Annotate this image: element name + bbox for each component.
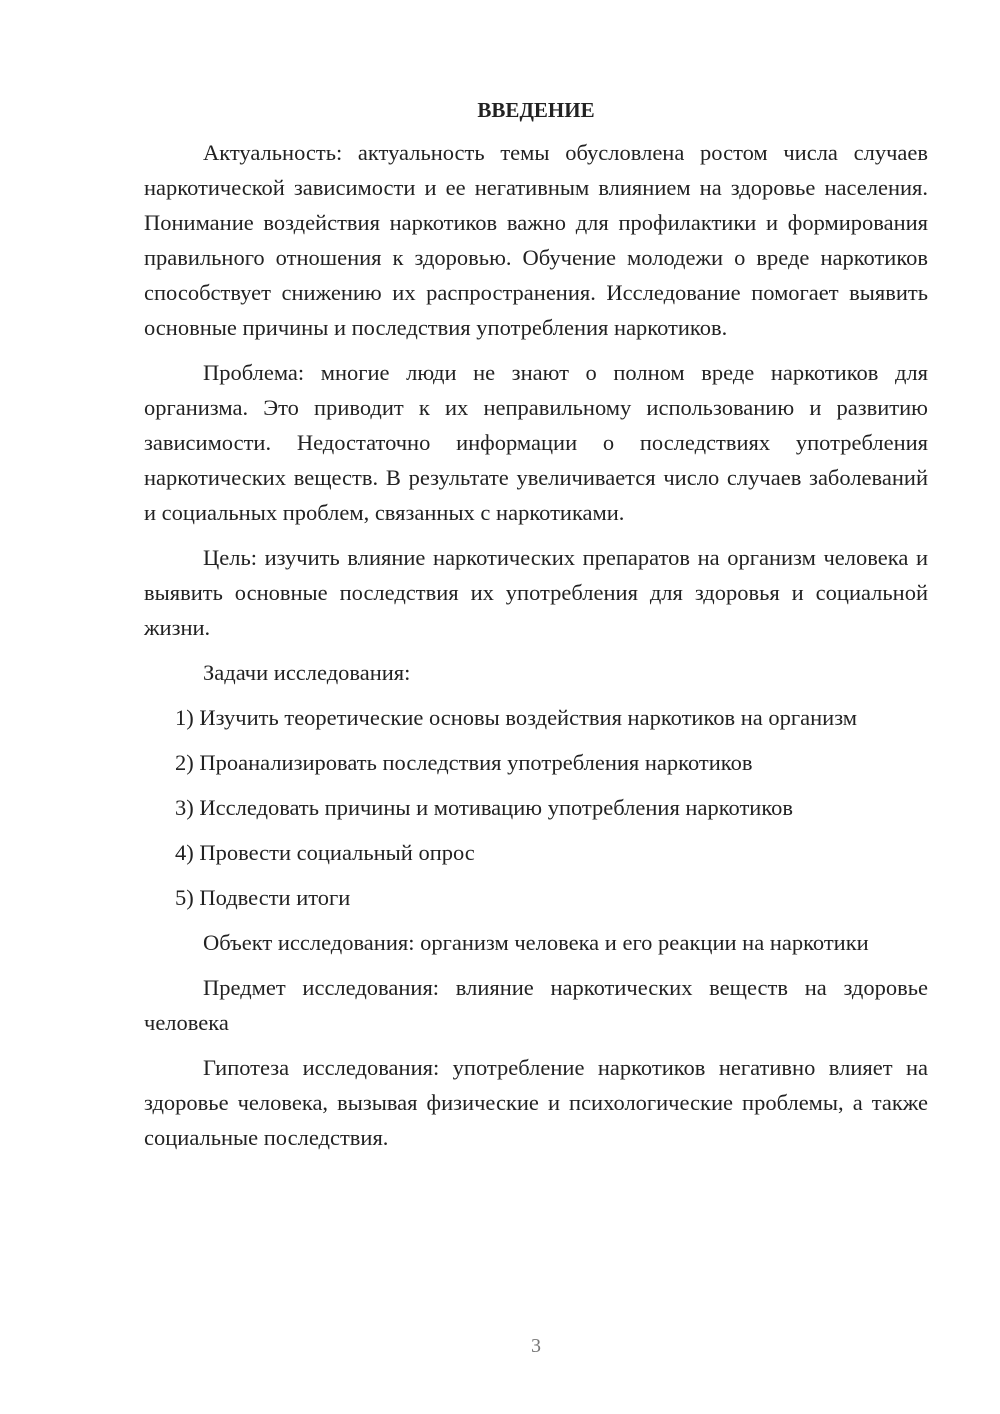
task-item: 2) Проанализировать последствия употребления наркотиков: [175, 750, 753, 775]
problem-paragraph: Проблема: многие люди не знают о полном вреде наркотиков для организма. Это приводит к их неправильному использованию и развитию зависимости. Недостаточно информации о последствиях употребления наркотических веществ. В результате увеличивается число случаев заболеваний и социальных проблем, связанных с наркотиками.: [144, 360, 928, 525]
task-item: 4) Провести социальный опрос: [175, 840, 475, 865]
subject-paragraph: Предмет исследования: влияние наркотических веществ на здоровье человека: [144, 975, 928, 1035]
task-item: 1) Изучить теоретические основы воздействия наркотиков на организм: [175, 705, 857, 730]
relevance-paragraph: Актуальность: актуальность темы обусловлена ростом числа случаев наркотической зависимости и ее негативным влиянием на здоровье населения. Понимание воздействия наркотиков важно для профилактики и формирования правильного отношения к здоровью. Обучение молодежи о вреде наркотиков способствует снижению их распространения. Исследование помогает выявить основные причины и последствия употребления наркотиков.: [144, 140, 928, 340]
object-paragraph: Объект исследования: организм человека и его реакции на наркотики: [203, 930, 869, 955]
tasks-list: [144, 700, 928, 915]
tasks-heading: Задачи исследования:: [203, 660, 411, 685]
goal-paragraph: Цель: изучить влияние наркотических препаратов на организм человека и выявить основные последствия их употребления для здоровья и социальной жизни.: [144, 545, 928, 640]
document-page: [144, 94, 928, 1165]
task-item: 5) Подвести итоги: [175, 885, 351, 910]
hypothesis-paragraph: Гипотеза исследования: употребление наркотиков негативно влияет на здоровье человека, вызывая физические и психологические проблемы, а также социальные последствия.: [144, 1055, 928, 1150]
page-number: 3: [531, 1335, 541, 1357]
section-title: ВВЕДЕНИЕ: [477, 98, 595, 122]
task-item: 3) Исследовать причины и мотивацию употребления наркотиков: [175, 795, 793, 820]
